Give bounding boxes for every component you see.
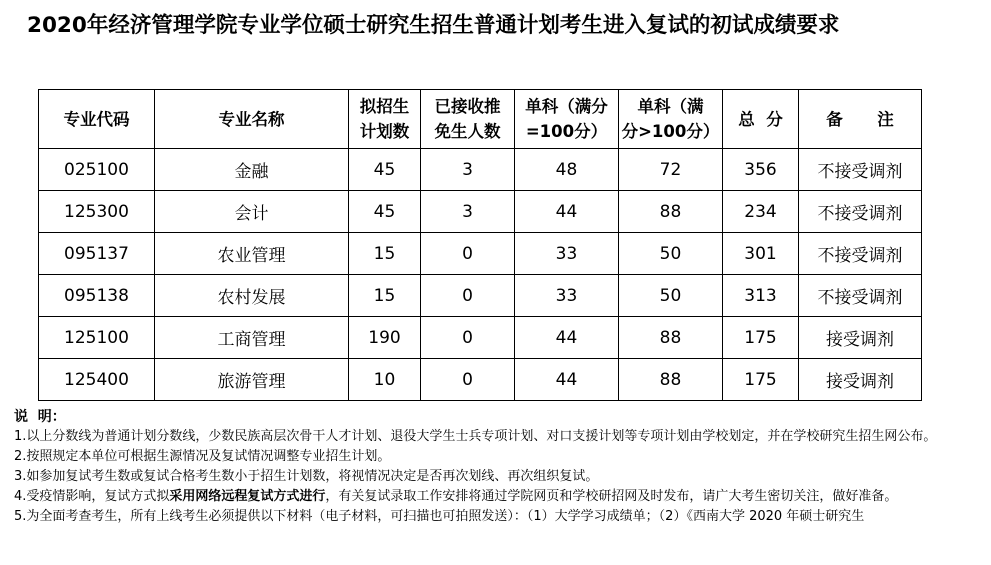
cell-single-subject-100: 44 [515,191,619,233]
header-major-code: 专业代码 [39,90,155,149]
header-planned-enrollment: 拟招生 计划数 [349,90,421,149]
page-title: 2020年经济管理学院专业学位硕士研究生招生普通计划考生进入复试的初试成绩要求 [27,13,840,38]
cell-remarks: 不接受调剂 [799,149,922,191]
note-item: 2.按照规定本单位可根据生源情况及复试情况调整专业招生计划。 [14,449,391,464]
table-row [39,275,922,317]
note-item: 4.受疫情影响，复试方式拟采用网络远程复试方式进行，有关复试录取工作安排将通过学院网页和学校研招网及时发布，请广大考生密切关注，做好准备。 [14,489,898,504]
cell-major-code: 095138 [39,275,155,317]
header-recommended-exempt: 已接收推 免生人数 [421,90,515,149]
score-requirements-table [38,89,922,401]
cell-recommended-exempt: 0 [421,359,515,401]
cell-planned-enrollment: 15 [349,233,421,275]
cell-total-score: 301 [723,233,799,275]
cell-total-score: 175 [723,359,799,401]
cell-planned-enrollment: 10 [349,359,421,401]
cell-remarks: 接受调剂 [799,359,922,401]
cell-single-subject-100: 44 [515,317,619,359]
cell-planned-enrollment: 190 [349,317,421,359]
header-remarks: 备 注 [799,90,922,149]
cell-remarks: 不接受调剂 [799,191,922,233]
note-emphasis: 采用网络远程复试方式进行 [169,489,326,504]
cell-single-subject-over-100: 88 [619,317,723,359]
cell-single-subject-over-100: 88 [619,191,723,233]
note-item: 5.为全面考查考生，所有上线考生必须提供以下材料（电子材料，可扫描也可拍照发送）：（1）大学学习成绩单；（2）《西南大学 2020 年硕士研究生 [14,509,865,524]
cell-total-score: 175 [723,317,799,359]
cell-recommended-exempt: 0 [421,275,515,317]
cell-recommended-exempt: 3 [421,149,515,191]
cell-major-code: 125400 [39,359,155,401]
cell-major-name: 工商管理 [155,317,349,359]
cell-major-name: 农村发展 [155,275,349,317]
cell-major-name: 金融 [155,149,349,191]
cell-total-score: 313 [723,275,799,317]
cell-single-subject-over-100: 50 [619,275,723,317]
cell-planned-enrollment: 45 [349,149,421,191]
cell-single-subject-100: 33 [515,275,619,317]
cell-planned-enrollment: 45 [349,191,421,233]
header-major-name: 专业名称 [155,90,349,149]
cell-total-score: 356 [723,149,799,191]
table-row [39,149,922,191]
table-row [39,233,922,275]
cell-recommended-exempt: 0 [421,233,515,275]
cell-recommended-exempt: 3 [421,191,515,233]
cell-remarks: 接受调剂 [799,317,922,359]
header-single-subject-100: 单科（满分 =100分） [515,90,619,149]
cell-single-subject-over-100: 50 [619,233,723,275]
cell-remarks: 不接受调剂 [799,275,922,317]
table-row [39,317,922,359]
cell-single-subject-over-100: 72 [619,149,723,191]
note-item: 3.如参加复试考生数或复试合格考生数小于招生计划数，将视情况决定是否再次划线、再次组织复试。 [14,469,599,484]
table-header-row [39,90,922,149]
cell-major-code: 095137 [39,233,155,275]
cell-major-code: 125100 [39,317,155,359]
header-single-subject-over-100: 单科（满 分>100分） [619,90,723,149]
cell-major-name: 旅游管理 [155,359,349,401]
table-row [39,191,922,233]
cell-major-code: 125300 [39,191,155,233]
notes-heading: 说 明： [14,409,66,425]
cell-single-subject-over-100: 88 [619,359,723,401]
note-item: 1.以上分数线为普通计划分数线，少数民族高层次骨干人才计划、退役大学生士兵专项计划、对口支援计划等专项计划由学校划定，并在学校研究生招生网公布。 [14,429,937,444]
cell-recommended-exempt: 0 [421,317,515,359]
cell-single-subject-100: 48 [515,149,619,191]
cell-major-name: 农业管理 [155,233,349,275]
cell-major-code: 025100 [39,149,155,191]
cell-total-score: 234 [723,191,799,233]
cell-single-subject-100: 33 [515,233,619,275]
header-total-score: 总 分 [723,90,799,149]
cell-remarks: 不接受调剂 [799,233,922,275]
table-row [39,359,922,401]
notes-section [14,407,974,527]
cell-planned-enrollment: 15 [349,275,421,317]
cell-single-subject-100: 44 [515,359,619,401]
cell-major-name: 会计 [155,191,349,233]
